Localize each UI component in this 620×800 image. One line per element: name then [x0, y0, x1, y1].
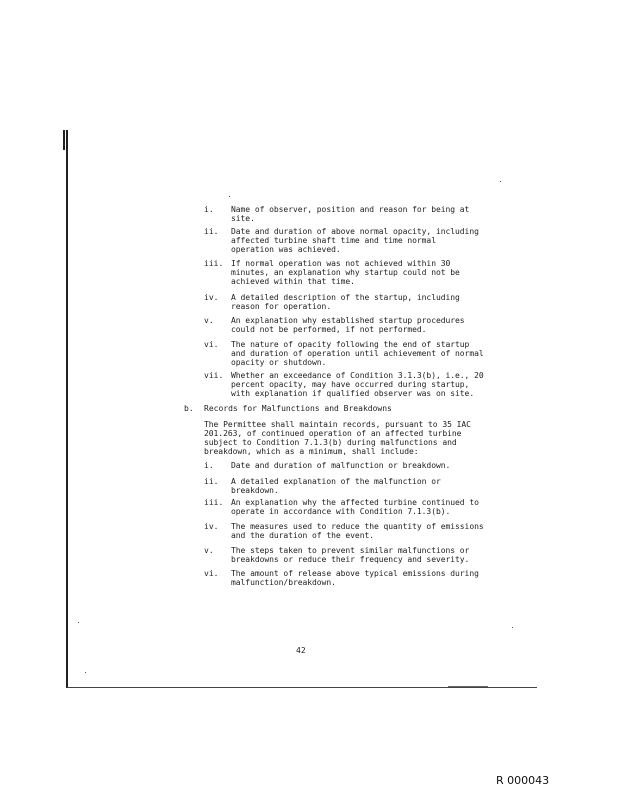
list-a-item-6-line-1: The nature of opacity following the end of startup: [231, 340, 470, 349]
bottom-border-dash: [448, 686, 488, 687]
left-border-line: [66, 130, 68, 688]
scan-speck: [500, 181, 501, 182]
list-a-item-2-line-1: Date and duration of above normal opacity, including: [231, 227, 479, 236]
list-b-item-1-line-1: Date and duration of malfunction or breakdown.: [231, 461, 451, 470]
list-b-item-2-line-1: A detailed explanation of the malfunction or: [231, 477, 441, 486]
section-b-intro-line-1: The Permittee shall maintain records, pursuant to 35 IAC: [204, 420, 471, 429]
list-b-item-2-line-2: breakdown.: [231, 486, 279, 495]
list-a-item-2-line-3: operation was achieved.: [231, 245, 341, 254]
list-b-item-6-line-2: malfunction/breakdown.: [231, 578, 336, 587]
list-a-num-4: iv.: [204, 293, 219, 302]
list-b-item-4-line-1: The measures used to reduce the quantity of emissions: [231, 522, 484, 531]
list-a-item-3-line-3: achieved within that time.: [231, 277, 355, 286]
page-number: 42: [296, 646, 306, 655]
left-border-mark: [63, 130, 65, 150]
scan-speck: [512, 627, 513, 628]
scan-speck: [229, 196, 230, 197]
list-a-num-6: vi.: [204, 340, 219, 349]
list-a-item-3-line-2: minutes, an explanation why startup could not be: [231, 268, 460, 277]
scan-speck: [78, 622, 79, 623]
list-a-item-4-line-2: reason for operation.: [231, 302, 332, 311]
list-a-num-7: vii.: [204, 371, 224, 380]
list-a-item-6-line-2: and duration of operation until achievement of normal: [231, 349, 484, 358]
list-b-num-4: iv.: [204, 522, 219, 531]
list-a-item-7-line-2: percent opacity, may have occurred during startup,: [231, 380, 470, 389]
list-b-num-2: ii.: [204, 477, 219, 486]
list-a-num-3: iii.: [204, 259, 224, 268]
list-b-num-6: vi.: [204, 569, 219, 578]
list-b-item-6-line-1: The amount of release above typical emissions during: [231, 569, 479, 578]
list-a-item-7-line-1: Whether an exceedance of Condition 3.1.3(b), i.e., 20: [231, 371, 484, 380]
list-a-item-1-line-1: Name of observer, position and reason for being at: [231, 205, 470, 214]
list-a-item-6-line-3: opacity or shutdown.: [231, 358, 327, 367]
list-a-item-3-line-1: If normal operation was not achieved within 30: [231, 259, 451, 268]
list-b-num-5: v.: [204, 546, 214, 555]
section-b-letter: b.: [184, 404, 194, 413]
section-b-title: Records for Malfunctions and Breakdowns: [204, 404, 392, 413]
list-a-item-4-line-1: A detailed description of the startup, including: [231, 293, 460, 302]
list-b-item-4-line-2: and the duration of the event.: [231, 531, 374, 540]
list-b-item-5-line-1: The steps taken to prevent similar malfunctions or: [231, 546, 470, 555]
list-a-num-1: i.: [204, 205, 214, 214]
list-a-item-1-line-2: site.: [231, 214, 255, 223]
list-a-num-2: ii.: [204, 227, 219, 236]
list-a-item-5-line-1: An explanation why established startup procedures: [231, 316, 465, 325]
section-b-intro-line-4: breakdown, which as a minimum, shall include:: [204, 447, 419, 456]
section-b-intro-line-3: subject to Condition 7.1.3(b) during malfunctions and: [204, 438, 457, 447]
bottom-border-line: [67, 687, 537, 688]
section-b-intro-line-2: 201.263, of continued operation of an affected turbine: [204, 429, 462, 438]
list-a-item-5-line-2: could not be performed, if not performed.: [231, 325, 427, 334]
list-b-item-3-line-1: An explanation why the affected turbine continued to: [231, 498, 479, 507]
list-b-item-3-line-2: operate in accordance with Condition 7.1.3(b).: [231, 507, 451, 516]
bates-number: R 000043: [496, 774, 550, 787]
list-b-num-1: i.: [204, 461, 214, 470]
list-b-num-3: iii.: [204, 498, 224, 507]
list-a-num-5: v.: [204, 316, 214, 325]
list-a-item-2-line-2: affected turbine shaft time and time normal: [231, 236, 436, 245]
list-b-item-5-line-2: breakdowns or reduce their frequency and severity.: [231, 555, 470, 564]
list-a-item-7-line-3: with explanation if qualified observer was on site.: [231, 389, 475, 398]
scan-speck: [85, 672, 86, 673]
